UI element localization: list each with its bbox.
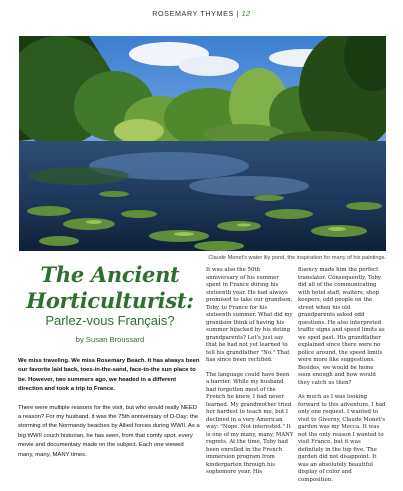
title-line-2: Horticulturist:: [26, 288, 194, 313]
running-title: ROSEMARY THYMES |: [152, 9, 239, 18]
photo-caption: Claude Monet's water lily pond, the inspiration for many of his paintings.: [208, 255, 386, 261]
intro-paragraph: There were multiple reasons for the visit, but who would really NEED a reason? For my husband, it was the 75th anniversary of D-Day; the storming of the Normandy beaches by Allied forces during WWII. As a big WWII couch historian, he has seen, from that comfy spot, every movie and documentary made on the subject. Each one viewed many, many, MANY times.: [18, 404, 200, 458]
body-paragraph: As much as I was looking forward to this adventure, I had only one request. I wanted to visit to Giverny, Claude Monet's garden was my Mecca. It was not the only reason I wanted to visit France, but it was definitely in the top five. The garden did not disappoint. It was an absolutely beautiful display of color and composition.: [298, 394, 386, 483]
water-lily-pond-photo: [19, 36, 386, 251]
running-header: [0, 9, 403, 18]
intro-lead-paragraph: We miss traveling. We miss Rosemary Beach. It has always been our favorite laid back, toes-in-the-sand, face-to-the sun place to be. However, two summers ago, we headed in a different direction and took a trip to France.: [18, 358, 200, 393]
body-column-2: [206, 267, 294, 484]
article-title: [22, 262, 198, 314]
body-paragraph: The language could have been a barrier. While my husband had forgotten most of the French he knew, I had never learned. My grandmother tried her hardest to teach me, but I declined in a very American way: "Nope. Not interested." It is one of my many, many, MANY regrets. At the time, Toby had been enrolled in the French immersion program from kindergarten through his sophomore year. His: [206, 371, 294, 475]
byline: by Susan Broussard: [75, 335, 145, 344]
body-column-3: [298, 267, 386, 491]
body-paragraph: fluency made him the perfect translator. Consequently, Toby did all of the communicating with hotel staff, waiters, shop keepers, odd people on the street when his old grandparents asked odd questions. He also interpreted traffic signs and speed limits as we sped past. His grandfather explained since there were no police around, the speed limits were more like suggestions. Besides, we would be home soon enough and how would they catch us then?: [298, 267, 385, 386]
body-paragraph: It was also the 50th anniversary of his summer spent in France during his sixteenth year. He had always promised to take our grandson, Toby, to France for his sixteenth summer. What did my grandson think of having his summer hijacked by his doting grandparents? Let's just say that he had not yet learned to tell his grandfather "No." That has since been rectified.: [206, 267, 293, 363]
title-line-1: The Ancient: [40, 262, 180, 287]
page-number: 12: [241, 9, 251, 18]
intro-column: [18, 357, 200, 469]
article-subtitle: Parlez-vous Français?: [45, 313, 175, 328]
